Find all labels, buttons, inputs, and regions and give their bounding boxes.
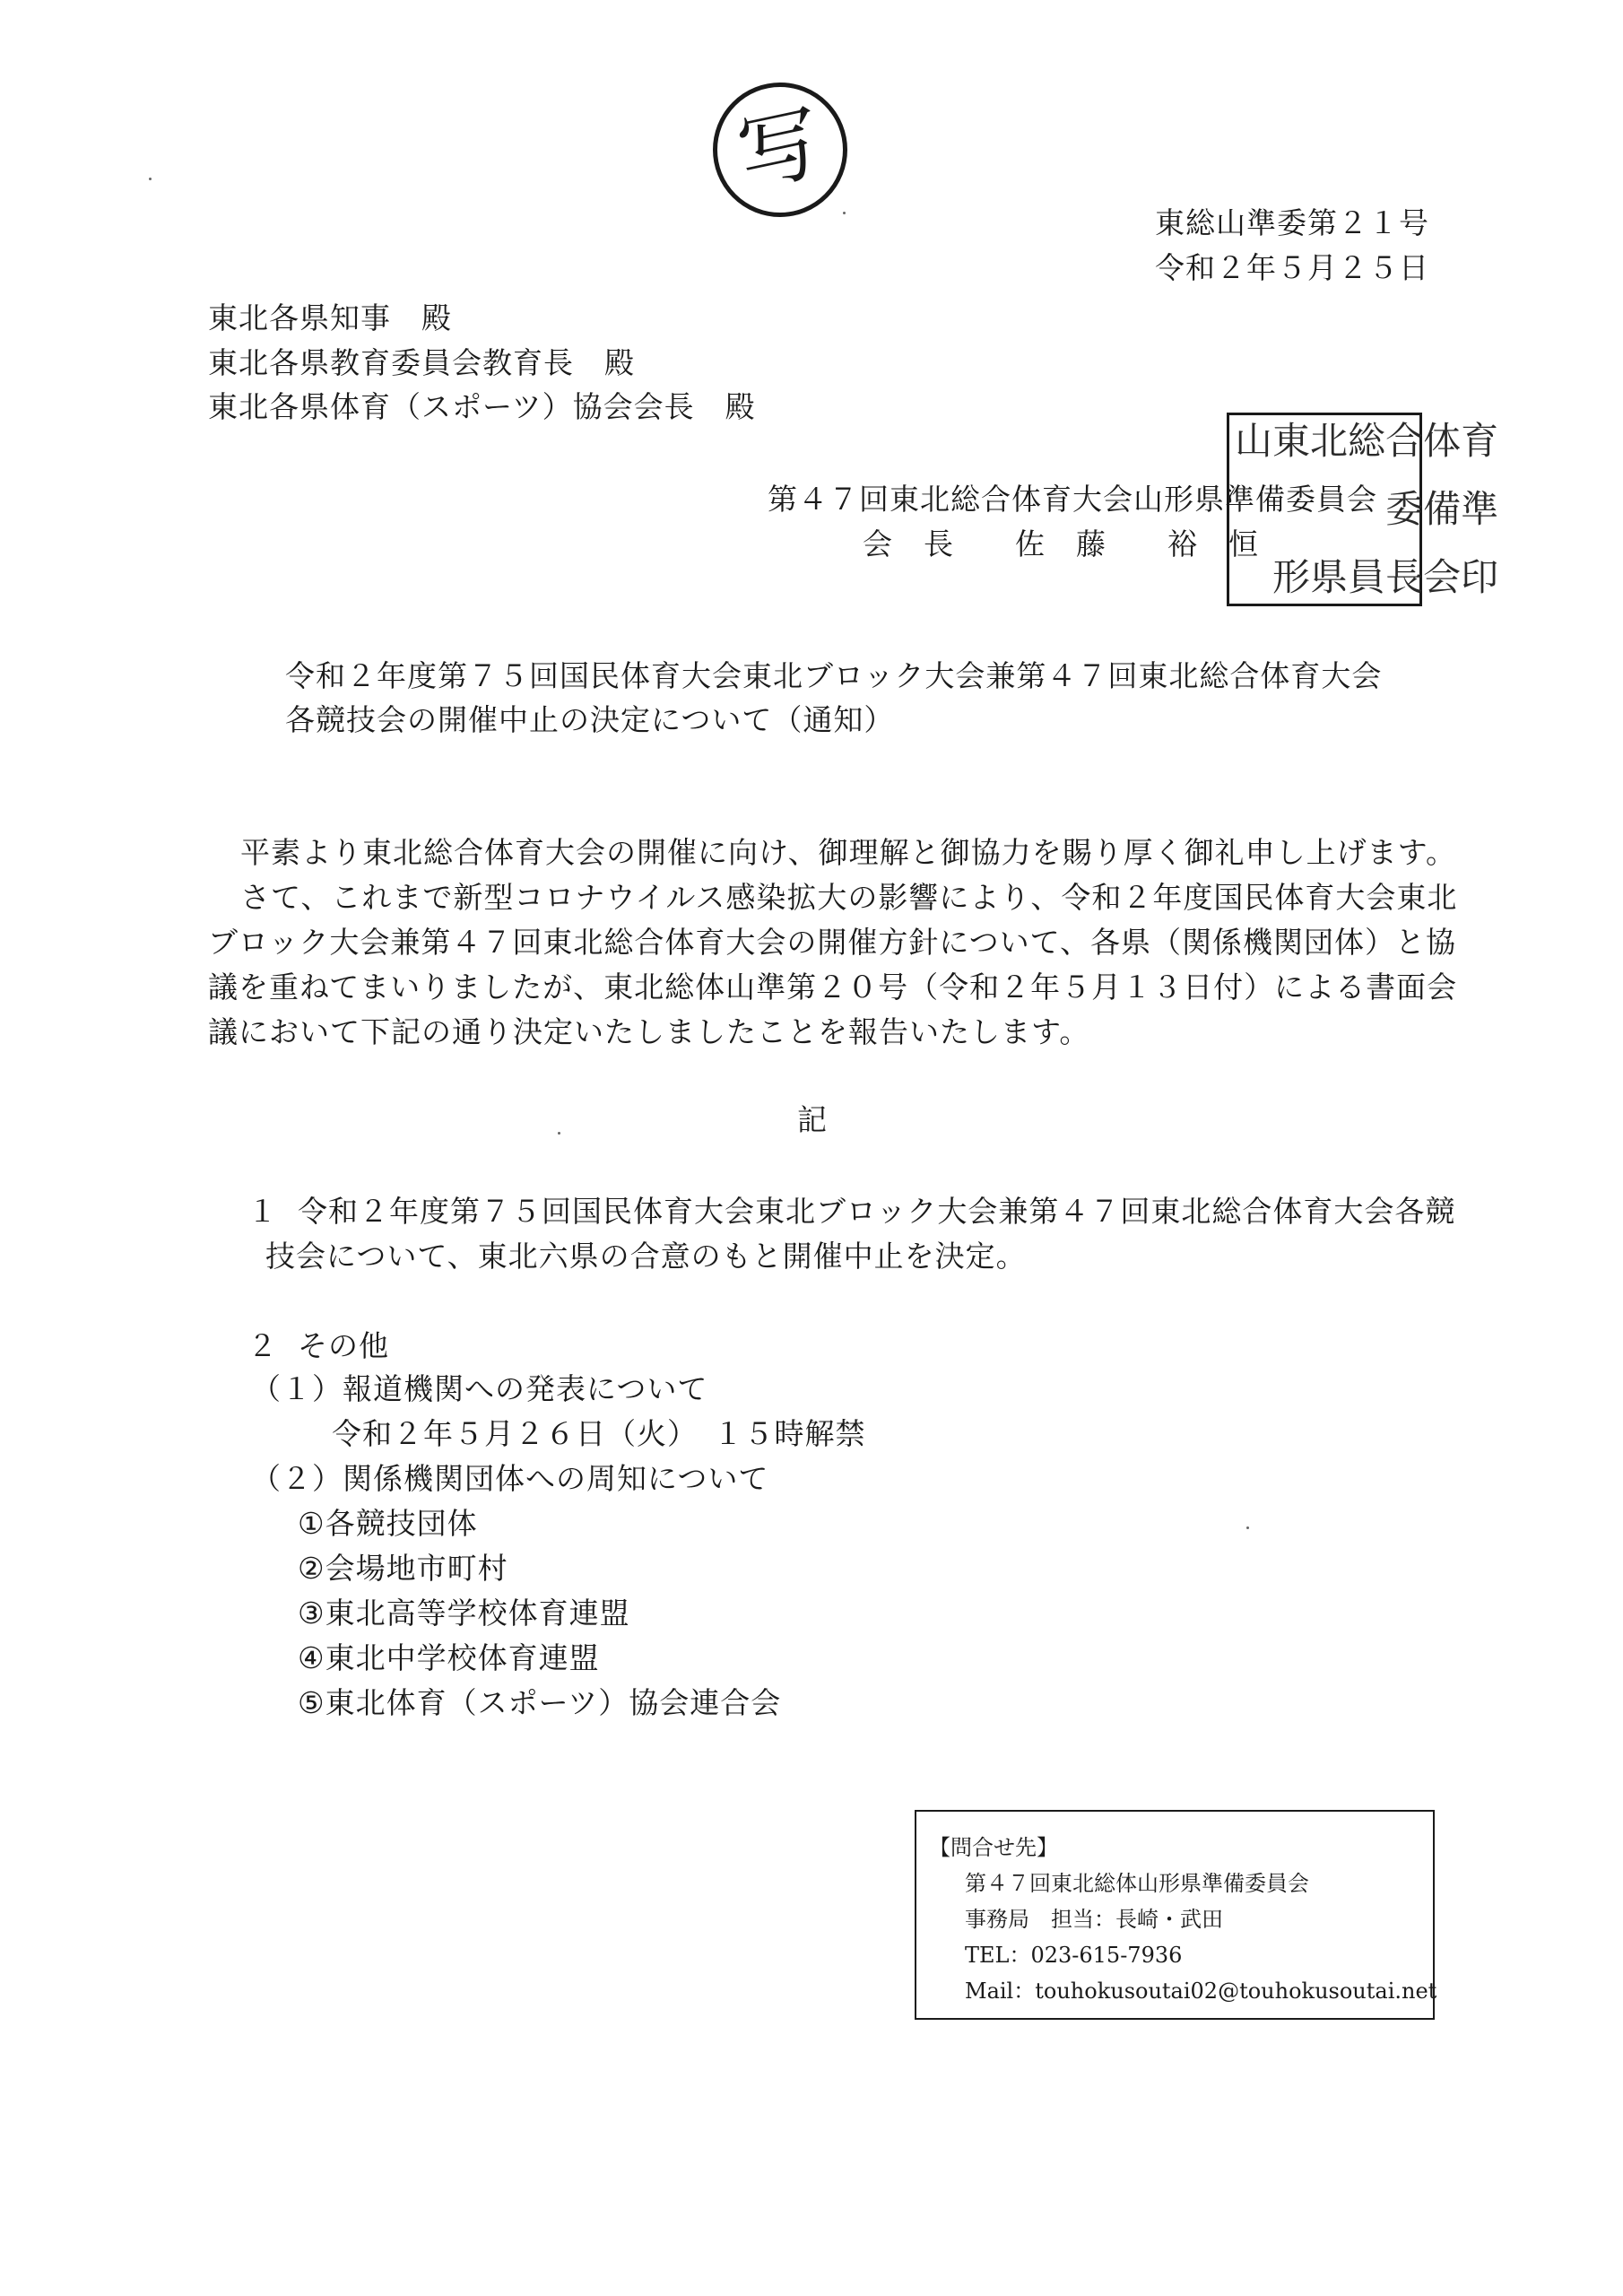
seal-glyph: 委 xyxy=(1385,487,1424,531)
item-2-number: ２ xyxy=(247,1328,278,1363)
notice-target: ②会場地市町村 xyxy=(298,1551,508,1586)
seal-column xyxy=(1235,419,1273,596)
seal-column xyxy=(1461,419,1499,599)
seal-glyph: 総 xyxy=(1348,419,1386,463)
contact-heading: 【問合せ先】 xyxy=(929,1835,1058,1860)
official-seal xyxy=(1227,413,1499,606)
copy-stamp-text: 写 xyxy=(729,93,831,205)
item-1-line-1: 令和２年度第７５回国民体育大会東北ブロック大会兼第４７回東北総合体育大会各競 xyxy=(298,1194,1456,1229)
seal-column xyxy=(1310,419,1349,599)
body-line: さて、これまで新型コロナウイルス感染拡大の影響により、令和２年度国民体育大会東北 xyxy=(240,880,1458,915)
seal-glyph: 備 xyxy=(1423,487,1462,531)
seal-glyph: 会 xyxy=(1423,555,1462,599)
recipient-governors: 東北各県知事 殿 xyxy=(208,300,452,335)
document-date: 令和２年５月２５日 xyxy=(1155,250,1429,285)
item-1-line-2: 技会について、東北六県の合意のもと開催中止を決定。 xyxy=(265,1239,1027,1274)
seal-glyph: 体 xyxy=(1423,419,1462,463)
body-line: 議を重ねてまいりましたが、東北総体山準第２０号（令和２年５月１３日付）による書面会 xyxy=(208,970,1458,1004)
seal-column xyxy=(1385,419,1424,599)
item-2-label: その他 xyxy=(298,1328,389,1363)
contact-organization: 第４７回東北総体山形県準備委員会 xyxy=(965,1871,1309,1896)
notice-target: ①各競技団体 xyxy=(298,1506,478,1541)
seal-glyph: 北 xyxy=(1310,419,1349,463)
body-line: 議において下記の通り決定いたしましたことを報告いたします。 xyxy=(208,1014,1090,1049)
body-line: 平素より東北総合体育大会の開催に向け、御理解と御協力を賜り厚く御礼申し上げます。 xyxy=(240,835,1457,870)
contact-box xyxy=(915,1810,1435,2020)
sender-name: 会 長 佐 藤 裕 恒 xyxy=(863,526,1259,561)
scan-speck xyxy=(149,178,152,180)
seal-glyph: 準 xyxy=(1461,487,1499,531)
recipient-education-superintendents: 東北各県教育委員会教育長 殿 xyxy=(208,345,635,380)
sender-organization: 第４７回東北総合体育大会山形県準備委員会 xyxy=(768,482,1377,517)
recipient-sports-association-chairs: 東北各県体育（スポーツ）協会会長 殿 xyxy=(208,389,756,424)
sub-item-2-label: （２）関係機関団体への周知について xyxy=(251,1461,769,1496)
seal-glyph: 東 xyxy=(1272,419,1311,463)
body-line: ブロック大会兼第４７回東北総合体育大会の開催方針について、各県（関係機関団体）と協 xyxy=(208,925,1457,960)
scan-speck xyxy=(558,1132,560,1135)
ki-heading: 記 xyxy=(797,1102,828,1137)
notice-target: ③東北高等学校体育連盟 xyxy=(298,1596,630,1631)
seal-column xyxy=(1423,419,1462,599)
seal-glyph: 長 xyxy=(1385,555,1424,599)
seal-glyph: 県 xyxy=(1310,555,1349,599)
sub-item-1-detail: 令和２年５月２６日（火） １５時解禁 xyxy=(332,1416,866,1451)
seal-glyph: 印 xyxy=(1461,555,1499,599)
seal-glyph: 形 xyxy=(1272,555,1311,599)
contact-office: 事務局 担当：長崎・武田 xyxy=(965,1907,1223,1932)
seal-column xyxy=(1348,419,1386,599)
scan-speck xyxy=(843,212,846,214)
notice-target: ④東北中学校体育連盟 xyxy=(298,1640,600,1675)
contact-phone: TEL：023-615-7936 xyxy=(965,1943,1183,1968)
contact-email: Mail：touhokusoutai02@touhokusoutai.net xyxy=(965,1979,1437,2004)
seal-glyph: 山 xyxy=(1235,419,1273,463)
title-line-2: 各競技会の開催中止の決定について（通知） xyxy=(285,702,895,737)
item-1-number: １ xyxy=(247,1194,278,1229)
copy-stamp xyxy=(713,83,847,217)
sub-item-1-label: （１）報道機関への発表について xyxy=(251,1371,708,1406)
title-line-1: 令和２年度第７５回国民体育大会東北ブロック大会兼第４７回東北総合体育大会 xyxy=(285,658,1383,693)
scan-speck xyxy=(1246,1526,1249,1529)
seal-glyph: 員 xyxy=(1348,555,1386,599)
document-number: 東総山準委第２１号 xyxy=(1155,205,1429,240)
seal-glyph: 合 xyxy=(1385,419,1424,463)
seal-column xyxy=(1272,419,1311,599)
seal-glyph: 育 xyxy=(1461,419,1499,463)
notice-target: ⑤東北体育（スポーツ）協会連合会 xyxy=(298,1685,782,1720)
